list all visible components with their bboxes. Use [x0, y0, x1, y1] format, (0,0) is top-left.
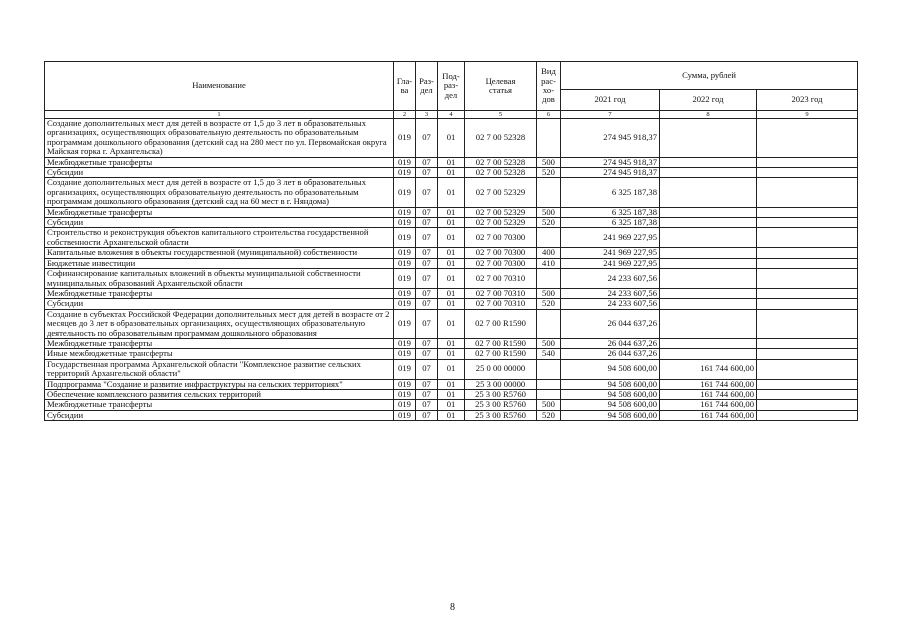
column-number: 7	[561, 111, 660, 119]
table-row	[45, 359, 858, 379]
row-sum-2022: 161 744 600,00	[660, 400, 757, 410]
row-sum-2021: 274 945 918,37	[561, 157, 660, 167]
row-sum-2021: 241 969 227,95	[561, 258, 660, 268]
row-subsection: 01	[438, 178, 465, 207]
table-row	[45, 269, 858, 289]
row-section: 07	[416, 258, 438, 268]
row-chapter: 019	[394, 379, 416, 389]
row-name: Государственная программа Архангельской области "Комплексное развитие сельских территорий Архангельской области"	[45, 359, 394, 379]
row-chapter: 019	[394, 258, 416, 268]
row-expense-type: 400	[537, 248, 561, 258]
table-row	[45, 157, 858, 167]
row-section: 07	[416, 178, 438, 207]
row-subsection: 01	[438, 207, 465, 217]
row-target: 02 7 00 70310	[465, 269, 537, 289]
row-expense-type	[537, 228, 561, 248]
row-sum-2022	[660, 269, 757, 289]
row-subsection: 01	[438, 168, 465, 178]
row-section: 07	[416, 338, 438, 348]
row-sum-2023	[757, 349, 858, 359]
row-subsection: 01	[438, 258, 465, 268]
row-expense-type	[537, 379, 561, 389]
row-section: 07	[416, 119, 438, 158]
row-section: 07	[416, 389, 438, 399]
row-expense-type: 520	[537, 299, 561, 309]
header-expense-type: Вид рас- хо- дов	[537, 62, 561, 111]
row-subsection: 01	[438, 349, 465, 359]
header-section: Раз- дел	[416, 62, 438, 111]
header-name: Наименование	[45, 62, 394, 111]
header-chapter: Гла- ва	[394, 62, 416, 111]
row-target: 25 3 00 R5760	[465, 400, 537, 410]
row-subsection: 01	[438, 248, 465, 258]
row-sum-2023	[757, 228, 858, 248]
row-sum-2022	[660, 258, 757, 268]
row-sum-2022	[660, 119, 757, 158]
header-subsection: Под- раз- дел	[438, 62, 465, 111]
row-name: Субсидии	[45, 218, 394, 228]
table-row	[45, 400, 858, 410]
row-sum-2023	[757, 389, 858, 399]
row-chapter: 019	[394, 288, 416, 298]
row-target: 02 7 00 70310	[465, 299, 537, 309]
row-section: 07	[416, 379, 438, 389]
row-section: 07	[416, 207, 438, 217]
row-sum-2023	[757, 359, 858, 379]
row-sum-2023	[757, 338, 858, 348]
row-chapter: 019	[394, 400, 416, 410]
row-chapter: 019	[394, 228, 416, 248]
table-row	[45, 410, 858, 420]
row-sum-2021: 241 969 227,95	[561, 228, 660, 248]
row-sum-2022	[660, 288, 757, 298]
row-sum-2022: 161 744 600,00	[660, 359, 757, 379]
row-name: Субсидии	[45, 168, 394, 178]
row-expense-type	[537, 389, 561, 399]
row-subsection: 01	[438, 299, 465, 309]
row-sum-2021: 274 945 918,37	[561, 119, 660, 158]
row-sum-2022	[660, 157, 757, 167]
row-sum-2021: 94 508 600,00	[561, 400, 660, 410]
row-sum-2021: 94 508 600,00	[561, 389, 660, 399]
row-chapter: 019	[394, 349, 416, 359]
row-expense-type	[537, 309, 561, 338]
row-sum-2021: 6 325 187,38	[561, 218, 660, 228]
row-expense-type: 500	[537, 400, 561, 410]
row-sum-2023	[757, 309, 858, 338]
row-name: Создание дополнительных мест для детей в возрасте от 1,5 до 3 лет в образовательных организациях, осуществляющих образовательную деятельность по образовательным программам дошкольного образования (детский сад на 280 мест по ул. Первомайская округа Майская горка г. Архангельска)	[45, 119, 394, 158]
row-target: 25 3 00 00000	[465, 379, 537, 389]
row-sum-2023	[757, 258, 858, 268]
row-sum-2023	[757, 157, 858, 167]
row-sum-2023	[757, 288, 858, 298]
row-name: Иные межбюджетные трансферты	[45, 349, 394, 359]
row-expense-type: 520	[537, 410, 561, 420]
row-expense-type: 520	[537, 218, 561, 228]
row-expense-type: 500	[537, 207, 561, 217]
row-chapter: 019	[394, 299, 416, 309]
row-sum-2022	[660, 218, 757, 228]
row-expense-type: 500	[537, 157, 561, 167]
row-section: 07	[416, 349, 438, 359]
table-row	[45, 178, 858, 207]
row-target: 02 7 00 52328	[465, 168, 537, 178]
row-sum-2023	[757, 410, 858, 420]
table-row	[45, 288, 858, 298]
row-name: Создание дополнительных мест для детей в возрасте от 1,5 до 3 лет в образовательных организациях, осуществляющих образовательную деятельность по образовательным программам дошкольного образования (детский сад на 60 мест в г. Няндома)	[45, 178, 394, 207]
row-target: 02 7 00 52328	[465, 157, 537, 167]
table-row	[45, 309, 858, 338]
row-sum-2023	[757, 119, 858, 158]
budget-table	[44, 61, 858, 421]
row-expense-type	[537, 359, 561, 379]
row-expense-type	[537, 119, 561, 158]
row-section: 07	[416, 269, 438, 289]
table-row	[45, 379, 858, 389]
table-row	[45, 248, 858, 258]
row-sum-2021: 24 233 607,56	[561, 288, 660, 298]
table-row	[45, 119, 858, 158]
column-number: 4	[438, 111, 465, 119]
row-name: Капитальные вложения в объекты государственной (муниципальной) собственности	[45, 248, 394, 258]
header-sum: Сумма, рублей	[561, 62, 858, 90]
row-sum-2022: 161 744 600,00	[660, 410, 757, 420]
row-sum-2023	[757, 168, 858, 178]
row-name: Строительство и реконструкция объектов капитального строительства государственной собственности Архангельской области	[45, 228, 394, 248]
row-chapter: 019	[394, 207, 416, 217]
row-chapter: 019	[394, 178, 416, 207]
table-row	[45, 349, 858, 359]
table-row	[45, 299, 858, 309]
row-sum-2021: 6 325 187,38	[561, 178, 660, 207]
row-sum-2023	[757, 178, 858, 207]
row-chapter: 019	[394, 168, 416, 178]
row-target: 25 0 00 00000	[465, 359, 537, 379]
row-chapter: 019	[394, 389, 416, 399]
row-name: Бюджетные инвестиции	[45, 258, 394, 268]
row-sum-2022	[660, 309, 757, 338]
table-row	[45, 258, 858, 268]
row-sum-2022	[660, 228, 757, 248]
row-sum-2022	[660, 248, 757, 258]
row-subsection: 01	[438, 379, 465, 389]
row-name: Межбюджетные трансферты	[45, 338, 394, 348]
row-sum-2023	[757, 248, 858, 258]
row-sum-2022	[660, 349, 757, 359]
row-sum-2022: 161 744 600,00	[660, 379, 757, 389]
row-name: Межбюджетные трансферты	[45, 400, 394, 410]
table-header	[45, 62, 858, 119]
row-chapter: 019	[394, 248, 416, 258]
column-number: 5	[465, 111, 537, 119]
row-name: Межбюджетные трансферты	[45, 288, 394, 298]
row-subsection: 01	[438, 309, 465, 338]
row-subsection: 01	[438, 228, 465, 248]
row-sum-2021: 94 508 600,00	[561, 359, 660, 379]
column-number: 1	[45, 111, 394, 119]
row-sum-2021: 241 969 227,95	[561, 248, 660, 258]
row-expense-type	[537, 178, 561, 207]
row-sum-2021: 94 508 600,00	[561, 379, 660, 389]
row-target: 02 7 00 52329	[465, 218, 537, 228]
table-row	[45, 168, 858, 178]
header-year-2021: 2021 год	[561, 90, 660, 111]
row-section: 07	[416, 400, 438, 410]
row-sum-2022	[660, 299, 757, 309]
row-subsection: 01	[438, 288, 465, 298]
row-subsection: 01	[438, 389, 465, 399]
row-chapter: 019	[394, 338, 416, 348]
row-sum-2022	[660, 178, 757, 207]
row-target: 02 7 00 70300	[465, 258, 537, 268]
column-number: 3	[416, 111, 438, 119]
row-subsection: 01	[438, 269, 465, 289]
row-sum-2022: 161 744 600,00	[660, 389, 757, 399]
row-section: 07	[416, 359, 438, 379]
row-target: 02 7 00 70300	[465, 248, 537, 258]
row-section: 07	[416, 157, 438, 167]
row-name: Подпрограмма "Создание и развитие инфраструктуры на сельских территориях"	[45, 379, 394, 389]
row-expense-type: 500	[537, 288, 561, 298]
row-expense-type: 410	[537, 258, 561, 268]
row-section: 07	[416, 248, 438, 258]
row-target: 02 7 00 70300	[465, 228, 537, 248]
row-chapter: 019	[394, 119, 416, 158]
row-chapter: 019	[394, 359, 416, 379]
column-number: 9	[757, 111, 858, 119]
row-section: 07	[416, 288, 438, 298]
row-section: 07	[416, 228, 438, 248]
row-name: Субсидии	[45, 299, 394, 309]
row-subsection: 01	[438, 338, 465, 348]
row-expense-type: 540	[537, 349, 561, 359]
row-name: Межбюджетные трансферты	[45, 157, 394, 167]
row-target: 02 7 00 R1590	[465, 349, 537, 359]
row-sum-2023	[757, 299, 858, 309]
table-row	[45, 338, 858, 348]
row-sum-2023	[757, 379, 858, 389]
row-sum-2022	[660, 168, 757, 178]
row-sum-2023	[757, 207, 858, 217]
row-subsection: 01	[438, 400, 465, 410]
row-target: 02 7 00 52329	[465, 178, 537, 207]
row-sum-2022	[660, 338, 757, 348]
row-sum-2021: 274 945 918,37	[561, 168, 660, 178]
row-sum-2023	[757, 218, 858, 228]
row-section: 07	[416, 299, 438, 309]
row-target: 02 7 00 70310	[465, 288, 537, 298]
table-row	[45, 228, 858, 248]
row-subsection: 01	[438, 410, 465, 420]
row-sum-2021: 26 044 637,26	[561, 309, 660, 338]
row-sum-2021: 26 044 637,26	[561, 349, 660, 359]
row-target: 02 7 00 52328	[465, 119, 537, 158]
row-expense-type: 520	[537, 168, 561, 178]
row-expense-type	[537, 269, 561, 289]
row-sum-2021: 94 508 600,00	[561, 410, 660, 420]
header-target: Целевая статья	[465, 62, 537, 111]
row-chapter: 019	[394, 218, 416, 228]
row-subsection: 01	[438, 218, 465, 228]
row-sum-2021: 24 233 607,56	[561, 269, 660, 289]
row-subsection: 01	[438, 119, 465, 158]
column-number: 2	[394, 111, 416, 119]
row-target: 02 7 00 R1590	[465, 338, 537, 348]
table-row	[45, 389, 858, 399]
header-year-2022: 2022 год	[660, 90, 757, 111]
row-section: 07	[416, 410, 438, 420]
table-body	[45, 119, 858, 421]
row-sum-2021: 24 233 607,56	[561, 299, 660, 309]
row-sum-2023	[757, 269, 858, 289]
row-name: Создание в субъектах Российской Федерации дополнительных мест для детей в возрасте от 2 месяцев до 3 лет в образовательных организациях, осуществляющих образовательную деятельность по образовательным программам дошкольного образования	[45, 309, 394, 338]
row-chapter: 019	[394, 410, 416, 420]
row-chapter: 019	[394, 309, 416, 338]
header-year-2023: 2023 год	[757, 90, 858, 111]
row-name: Субсидии	[45, 410, 394, 420]
row-name: Обеспечение комплексного развития сельских территорий	[45, 389, 394, 399]
row-subsection: 01	[438, 157, 465, 167]
column-number: 6	[537, 111, 561, 119]
row-subsection: 01	[438, 359, 465, 379]
row-section: 07	[416, 218, 438, 228]
column-number-row	[45, 111, 858, 119]
row-sum-2022	[660, 207, 757, 217]
row-target: 02 7 00 R1590	[465, 309, 537, 338]
row-target: 25 3 00 R5760	[465, 389, 537, 399]
column-number: 8	[660, 111, 757, 119]
row-name: Межбюджетные трансферты	[45, 207, 394, 217]
table-row	[45, 218, 858, 228]
row-chapter: 019	[394, 269, 416, 289]
table-row	[45, 207, 858, 217]
row-target: 02 7 00 52329	[465, 207, 537, 217]
row-target: 25 3 00 R5760	[465, 410, 537, 420]
row-expense-type: 500	[537, 338, 561, 348]
row-section: 07	[416, 309, 438, 338]
row-sum-2021: 6 325 187,38	[561, 207, 660, 217]
row-name: Софинансирование капитальных вложений в объекты муниципальной собственности муниципальных образований Архангельской области	[45, 269, 394, 289]
row-chapter: 019	[394, 157, 416, 167]
page-number: 8	[450, 602, 455, 613]
row-section: 07	[416, 168, 438, 178]
row-sum-2021: 26 044 637,26	[561, 338, 660, 348]
row-sum-2023	[757, 400, 858, 410]
